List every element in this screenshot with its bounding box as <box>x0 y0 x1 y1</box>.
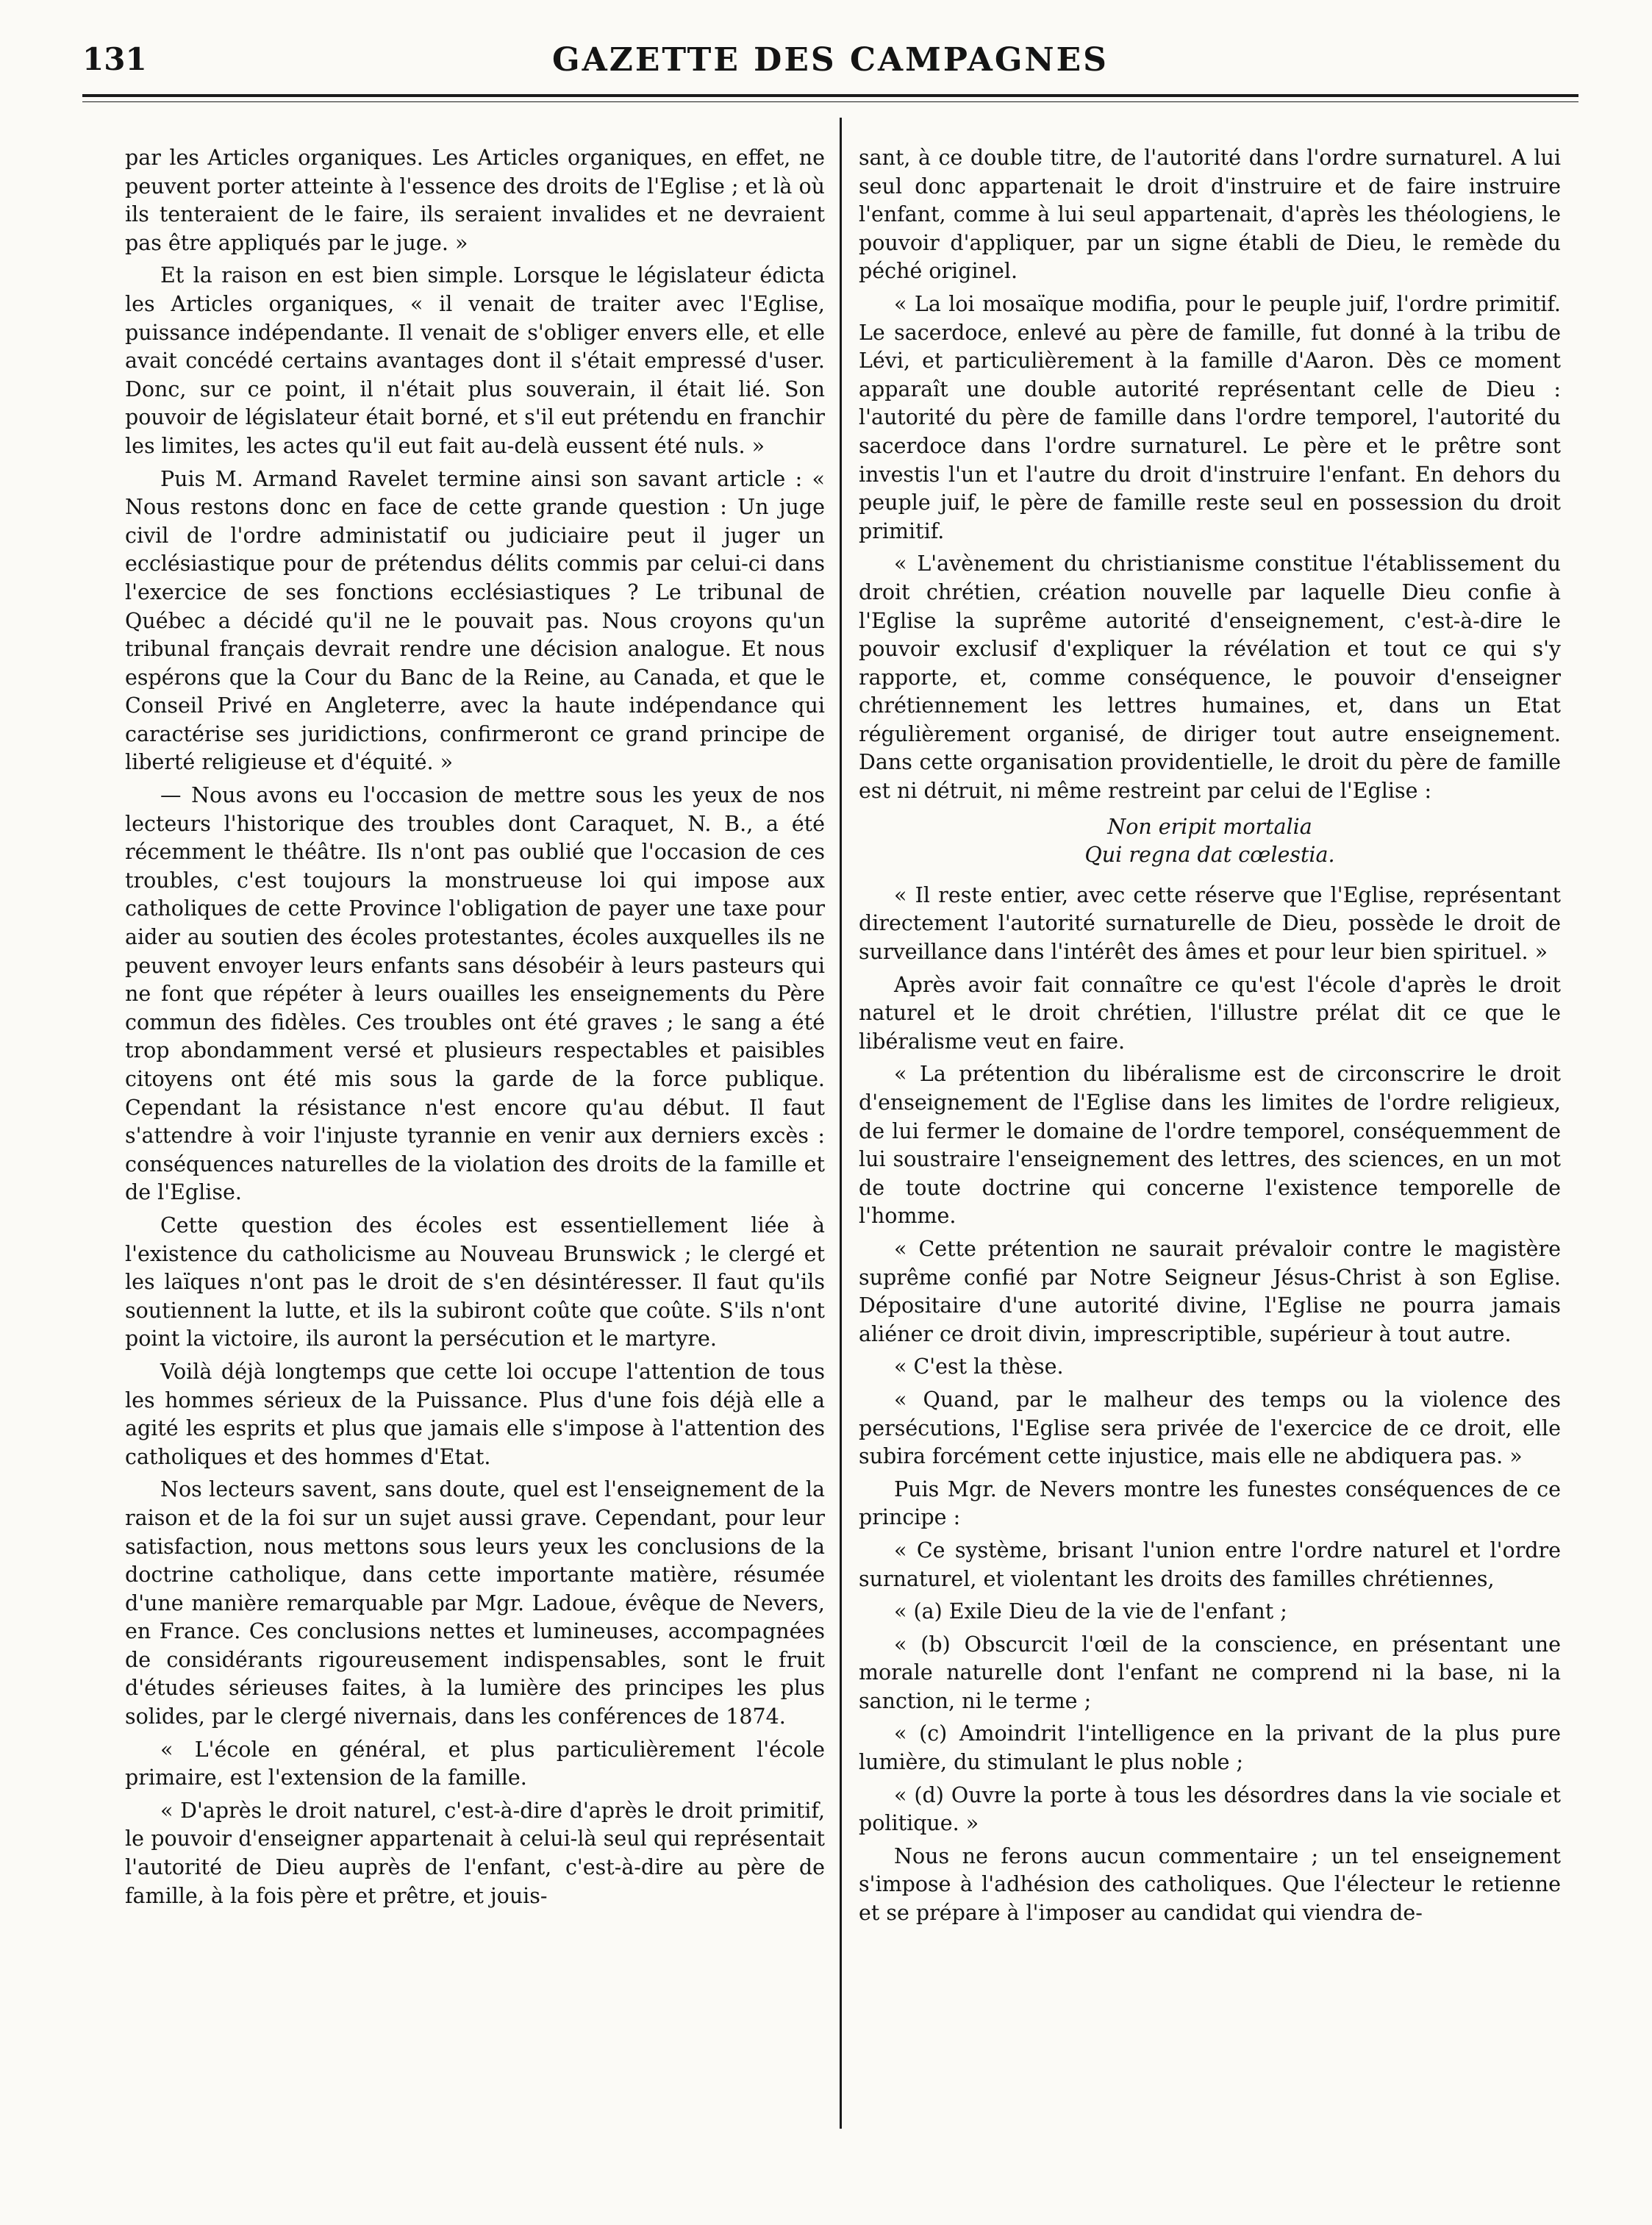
list-item: « (c) Amoindrit l'intelligence en la privant de la plus pure lumière, du stimulant le plus noble ; <box>859 1721 1561 1775</box>
paragraph: Et la raison en est bien simple. Lorsque le législateur édicta les Articles organiques, « il venait de traiter avec l'Eglise, puissance indépendante. Il venait de s'obliger envers elle, et elle avait concédé certains avantages dont il s'était empressé d'user. Donc, sur ce point, il n'était plus souverain, il était lié. Son pouvoir de législateur était borné, et s'il eut prétendu en franchir les limites, les actes qu'il eut fait au-delà eussent été nuls. » <box>125 263 825 458</box>
paragraph: Cette question des écoles est essentiellement liée à l'existence du catholicisme au Nouveau Brunswick ; le clergé et les laïques n'ont pas le droit de s'en désintéresser. Il faut qu'ils soutiennent la lutte, et ils la subiront coûte que coûte. S'ils n'ont point la victoire, ils auront la persécution et le martyre. <box>125 1212 825 1351</box>
paragraph: sant, à ce double titre, de l'autorité dans l'ordre surnaturel. A lui seul donc appartenait le droit d'instruire et de faire instruire l'enfant, comme à lui seul appartenait, d'après les théologiens, le pouvoir d'appliquer, par un signe établi de Dieu, le remède du péché originel. <box>859 146 1561 284</box>
paragraph: « L'avènement du christianisme constitue l'établissement du droit chrétien, création nouvelle par laquelle Dieu confie à l'Eglise la suprême autorité d'enseignement, c'est-à-dire le pouvoir exclusif d'expliquer la révélation et tout ce qui s'y rapporte, et, comme conséquence, le pouvoir d'enseigner chrétiennement les lettres humaines, et, dans un Etat régulièrement organisé, de diriger tout autre enseignement. Dans cette organisation providentielle, le droit du père de famille est ni détruit, ni même restreint par celui de l'Eglise : <box>859 551 1561 804</box>
right-column <box>859 144 1561 2129</box>
paragraph: Nous ne ferons aucun commentaire ; un tel enseignement s'impose à l'adhésion des catholiques. Que l'électeur le retienne et se prépare à l'imposer au candidat qui viendra de- <box>859 1843 1561 1926</box>
verse-line: Qui regna dat cœlestia. <box>1084 843 1335 868</box>
latin-verse <box>859 813 1561 870</box>
list-item: « (b) Obscurcit l'œil de la conscience, en présentant une morale naturelle dont l'enfant ne comprend ni la base, ni la sanction, ni le terme ; <box>859 1632 1561 1713</box>
paragraph: « Il reste entier, avec cette réserve que l'Eglise, représentant directement l'autorité surnaturelle de Dieu, possède le droit de surveillance dans l'intérêt des âmes et pour leur bien spirituel. » <box>859 882 1561 965</box>
paragraph: Voilà déjà longtemps que cette loi occupe l'attention de tous les hommes sérieux de la Puissance. Plus d'une fois déjà elle a agité les esprits et plus que jamais elle s'impose à l'attention des catholiques et des hommes d'Etat. <box>125 1359 825 1469</box>
header-rule <box>82 94 1578 97</box>
running-title: GAZETTE DES CAMPAGNES <box>552 41 1109 79</box>
paragraph: « L'école en général, et plus particulièrement l'école primaire, est l'extension de la famille. <box>125 1737 825 1790</box>
left-column <box>125 144 825 2129</box>
paragraph: par les Articles organiques. Les Articles organiques, en effet, ne peuvent porter atteinte à l'essence des droits de l'Eglise ; et là où ils tenteraient de le faire, ils seraient invalides et ne devraient pas être appliqués par le juge. » <box>125 146 825 255</box>
paragraph: Nos lecteurs savent, sans doute, quel est l'enseignement de la raison et de la foi sur un sujet aussi grave. Cependant, pour leur satisfaction, nous mettons sous leurs yeux les conclusions de la doctrine catholique, dans cette importante matière, résumée d'une manière remarquable par Mgr. Ladoue, évêque de Nevers, en France. Ces conclusions nettes et lumineuses, accompagnées de considérants rigoureusement indispensables, sont le fruit d'études sérieuses faites, à la lumière des principes les plus solides, par le clergé nivernais, dans les conférences de 1874. <box>125 1477 825 1729</box>
verse-line: Non eripit mortalia <box>1107 814 1312 839</box>
column-divider <box>840 118 842 2129</box>
paragraph: « Ce système, brisant l'union entre l'ordre naturel et l'ordre surnaturel, et violentant les droits des familles chrétiennes, <box>859 1538 1561 1591</box>
header-rule-thin <box>82 101 1578 102</box>
paragraph: « La loi mosaïque modifia, pour le peuple juif, l'ordre primitif. Le sacerdoce, enlevé au père de famille, fut donné à la tribu de Lévi, et particulièrement à la famille d'Aaron. Dès ce moment apparaît une double autorité représentant celle de Dieu : l'autorité du père de famille dans l'ordre temporel, l'autorité du sacerdoce dans l'ordre surnaturel. Le père et le prêtre sont investis l'un et l'autre du droit d'instruire l'enfant. En dehors du peuple juif, le père de famille reste seul en possession du droit primitif. <box>859 291 1561 543</box>
paragraph: « Cette prétention ne saurait prévaloir contre le magistère suprême confié par Notre Seigneur Jésus-Christ à son Eglise. Dépositaire d'une autorité divine, l'Eglise ne pourra jamais aliéner ce droit divin, imprescriptible, supérieur à tout autre. <box>859 1236 1561 1346</box>
paragraph: « Quand, par le malheur des temps ou la violence des persécutions, l'Eglise sera privée de l'exercice de ce droit, elle subira forcément cette injustice, mais elle ne abdiquera pas. » <box>859 1387 1561 1469</box>
list-item: « (a) Exile Dieu de la vie de l'enfant ; <box>894 1599 1287 1624</box>
page-number: 131 <box>82 41 147 77</box>
paragraph: — Nous avons eu l'occasion de mettre sous les yeux de nos lecteurs l'historique des troubles dont Caraquet, N. B., a été récemment le théâtre. Ils n'ont pas oublié que l'occasion de ces troubles, c'est toujours la monstrueuse loi qui impose aux catholiques de cette Province l'obligation de payer une taxe pour aider au soutien des écoles protestantes, écoles auxquelles ils ne peuvent envoyer leurs enfants sans désobéir à leurs pasteurs qui ne font que répéter à leurs ouailles les enseignements du Père commun des fidèles. Ces troubles ont été graves ; le sang a été trop abondamment versé et plusieurs respectables et paisibles citoyens ont été mis sous la garde de la force publique. Cependant la résistance n'est encore qu'au début. Il faut s'attendre à voir l'injuste tyrannie en venir aux derniers excès : conséquences naturelles de la violation des droits de la famille et de l'Eglise. <box>125 783 825 1205</box>
paragraph: Puis Mgr. de Nevers montre les funestes conséquences de ce principe : <box>859 1476 1561 1530</box>
paragraph: Puis M. Armand Ravelet termine ainsi son savant article : « Nous restons donc en face de cette grande question : Un juge civil de l'ordre administatif ou judiciaire peut il juger un ecclésiastique pour de prétendus délits commis par celui-ci dans l'exercice de ses fonctions ecclésiastiques ? Le tribunal de Québec a décidé qu'il ne le pouvait pas. Nous croyons qu'un tribunal français devrait rendre une décision analogue. Et nous espérons que la Cour du Banc de la Reine, au Canada, et que le Conseil Privé en Angleterre, avec la haute indépendance qui caractérise ses juridictions, confirmeront ce grand principe de liberté religieuse et d'équité. » <box>125 466 825 775</box>
paragraph: Après avoir fait connaître ce qu'est l'école d'après le droit naturel et le droit chrétien, l'illustre prélat dit ce que le libéralisme veut en faire. <box>859 972 1561 1054</box>
paragraph: « D'après le droit naturel, c'est-à-dire d'après le droit primitif, le pouvoir d'enseigner appartenait à celui-là seul qui représentait l'autorité de Dieu auprès de l'enfant, c'est-à-dire au père de famille, à la fois père et prêtre, et jouis- <box>125 1798 825 1908</box>
page-header <box>82 41 1578 85</box>
list-item: « (d) Ouvre la porte à tous les désordres dans la vie sociale et politique. » <box>859 1782 1561 1836</box>
paragraph: « C'est la thèse. <box>894 1354 1064 1379</box>
paragraph: « La prétention du libéralisme est de circonscrire le droit d'enseignement de l'Eglise dans les limites de l'ordre religieux, de lui fermer le domaine de l'ordre temporel, conséquemment de lui soustraire l'enseignement des lettres, des sciences, en un mot de toute doctrine qui concerne l'existence temporelle de l'homme. <box>859 1062 1561 1229</box>
